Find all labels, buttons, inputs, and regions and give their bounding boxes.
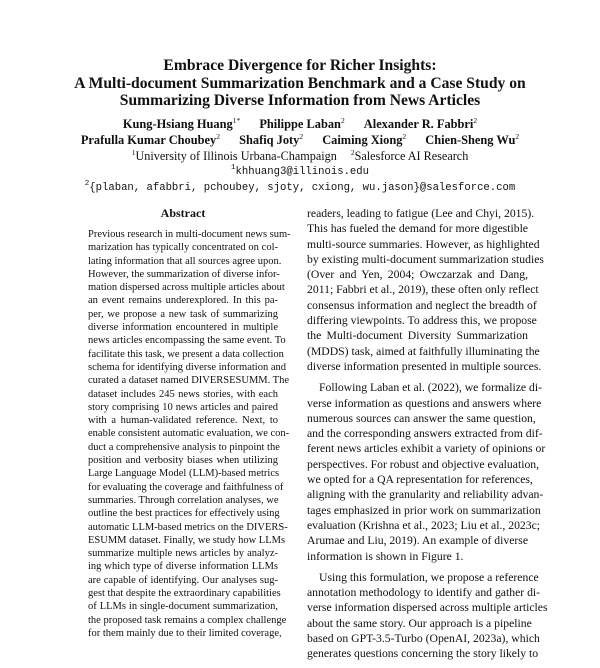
text-line: per, we propose a new task of summarizing <box>88 308 278 320</box>
text-line: dataset includes 245 news stories, with each <box>88 388 278 400</box>
text-line: based on GPT-3.5-Turbo (OpenAI, 2023a), which <box>307 632 540 646</box>
text-line: marization has typically concentrated on col- <box>88 242 278 254</box>
text-line: facilitate this task, we present a data collection <box>88 348 284 360</box>
text-line: about the same story. Our approach is a pipeline <box>307 616 532 630</box>
text-line: (Over and Yen, 2004; Owczarzak and Dang, <box>307 268 528 282</box>
text-line: summarize multiple news articles by analyz- <box>88 548 278 560</box>
paper-title <box>0 57 600 110</box>
text-line: summaries. Through correlation analyses, we <box>88 494 279 506</box>
text-line: diverse information presented in multiple sources. <box>307 359 542 373</box>
text-line: position and verbosity biases when utilizing <box>88 455 278 467</box>
author: Caiming Xiong$^2$ <box>322 131 407 147</box>
affiliation-1: University of Illinois Urbana-Champaign <box>135 148 337 163</box>
author-list <box>0 116 600 148</box>
text-line: schema for identifying diverse information and <box>88 361 286 373</box>
paragraph <box>307 570 548 662</box>
text-line: the Multi-document Diversity Summarization <box>307 329 528 343</box>
author: Philippe Laban$^2$ <box>259 115 345 131</box>
paragraph <box>307 206 544 374</box>
text-line: by existing multi-document summarization studies <box>307 252 544 266</box>
text-line: However, the summarization of diverse infor- <box>88 268 280 280</box>
text-line: enable consistent automatic evaluation, we con- <box>88 428 290 440</box>
title-line: A Multi-document Summarization Benchmark and a Case Study on <box>74 74 526 92</box>
affiliation-2: Salesforce AI Research <box>354 148 469 163</box>
text-line: Using this formulation, we propose a reference <box>319 570 539 584</box>
author: Alexander R. Fabbri$^2$ <box>363 115 478 131</box>
text-line: tages emphasized in prior work on summarization <box>307 503 541 517</box>
text-line: numerous sources can answer the same question, <box>307 411 536 425</box>
text-line: 2011; Fabbri et al., 2019), these often only reflect <box>307 283 539 297</box>
text-line: curated a dataset named DIVERSESUMM. The <box>88 375 290 387</box>
text-line: aligning with the granularity and reliability advan- <box>307 488 544 502</box>
text-line: story comprising 10 news articles and paired <box>88 401 278 413</box>
abstract-body <box>88 228 291 640</box>
text-line: we opted for a QA representation for references, <box>307 473 533 487</box>
text-line: consensus information and neglect the breadth of <box>307 298 537 312</box>
text-line: annotation methodology to identify and gather di- <box>307 586 541 600</box>
text-line: verse information as questions and answers where <box>307 396 542 410</box>
author: Prafulla Kumar Choubey$^2$ <box>80 131 220 147</box>
text-line: ESUMM dataset. Finally, we study how LLMs <box>88 534 286 546</box>
text-line: the proposed task remains a complex challenge <box>88 614 287 626</box>
text-line: readers, leading to fatigue (Lee and Chyi, 2015). <box>307 207 535 220</box>
text-line: evaluation (Krishna et al., 2023; Liu et al., 2023c; <box>307 518 541 532</box>
paragraph <box>307 380 546 564</box>
text-line: of LLMs in single-document summarization, <box>88 601 278 613</box>
text-line: (MDDS) task, aimed at faithfully illuminating the <box>307 344 540 358</box>
text-line: with a human-validated reference. Next, to <box>88 415 278 427</box>
text-line: are capable of identifying. Our analyses sug- <box>88 574 278 586</box>
title-line: Embrace Divergence for Richer Insights: <box>163 57 437 74</box>
text-line: and the corresponding answers extracted from dif- <box>307 427 543 441</box>
email-1: $^1$khhuang3@illinois.edu <box>230 163 370 178</box>
text-line: lating information that all sources agree upon. <box>88 255 282 267</box>
author-row <box>0 132 600 148</box>
author-row <box>0 116 600 132</box>
author: Chien-Sheng Wu$^2$ <box>425 131 520 147</box>
text-line: verse information dispersed across multiple articles <box>307 601 548 615</box>
text-line: ing which type of diverse information LLMs <box>88 561 278 573</box>
abstract-heading: Abstract <box>160 206 206 220</box>
text-line: an event remains underexplored. In this pa- <box>88 295 278 307</box>
text-line: diverse information encountered in multiple <box>88 322 278 334</box>
text-line: gest that despite the extraordinary capabilities <box>88 588 281 600</box>
text-line: Previous research in multi-document news sum- <box>88 229 291 240</box>
text-line: information is shown in Figure 1. <box>307 549 464 563</box>
text-line: Large Language Model (LLM)-based metrics <box>88 468 280 480</box>
text-line: mation dispersed across multiple articles about <box>88 282 285 294</box>
text-line: outline the best practices for effectively using <box>88 508 280 520</box>
text-line: multi-source summaries. However, as highlighted <box>307 237 540 251</box>
author: Shafiq Joty$^2$ <box>239 131 304 147</box>
text-line: automatic LLM-based metrics on the DIVERS- <box>88 521 288 533</box>
paper-header <box>0 57 600 196</box>
text-line: ferent news articles exhibit a variety of opinions or <box>307 442 546 456</box>
affiliations: $^1$University of Illinois Urbana-Champaign $^2$Salesforce AI Research <box>131 147 469 163</box>
text-line: news articles encompassing the same event. To <box>88 335 286 347</box>
text-line: differing viewpoints. To address this, we propose <box>307 314 537 328</box>
right-column <box>307 206 548 668</box>
text-line: generates questions concerning the story likely to <box>307 647 539 661</box>
text-line: Following Laban et al. (2022), we formalize di- <box>319 381 542 395</box>
text-line: Arumae and Liu, 2019). An example of diverse <box>307 534 529 548</box>
text-line: for them mainly due to their limited coverage, <box>88 627 282 639</box>
text-line: perspectives. For robust and objective evaluation, <box>307 457 540 471</box>
author: Kung-Hsiang Huang$^{1*}$ <box>122 115 241 131</box>
text-line: duct a comprehensive analysis to pinpoint the <box>88 441 280 453</box>
email-2: $^2${plaban, afabbri, pchoubey, sjoty, cxiong, wu.jason}@salesforce.com <box>84 179 516 194</box>
text-line: for evaluating the coverage and faithfulness of <box>88 481 284 493</box>
text-line: This has fueled the demand for more digestible <box>307 222 528 236</box>
title-line: Summarizing Diverse Information from News Articles <box>119 92 481 109</box>
